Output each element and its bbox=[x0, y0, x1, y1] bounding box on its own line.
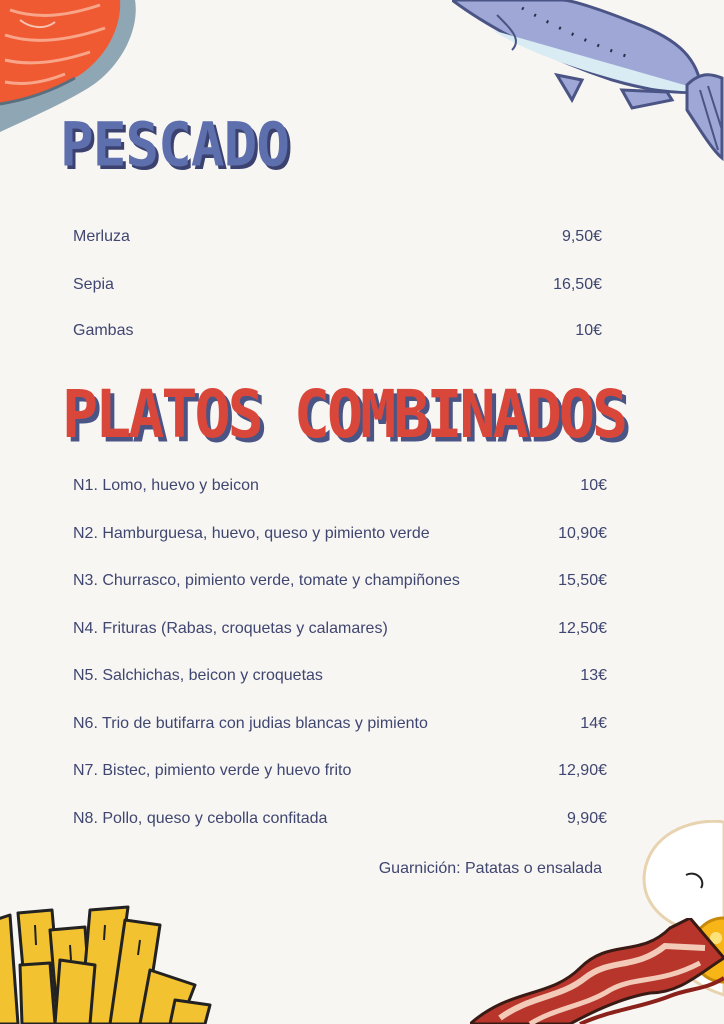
menu-item-price: 10€ bbox=[575, 322, 602, 339]
menu-item-name: N3. Churrasco, pimiento verde, tomate y champiñones bbox=[73, 572, 460, 589]
menu-item-price: 14€ bbox=[580, 715, 607, 732]
menu-item-name: N4. Frituras (Rabas, croquetas y calamares) bbox=[73, 620, 388, 637]
bacon-icon bbox=[470, 918, 724, 1024]
fries-icon bbox=[0, 905, 215, 1024]
menu-item-name: N6. Trio de butifarra con judias blancas y pimiento bbox=[73, 715, 428, 732]
menu-item-name: Gambas bbox=[73, 322, 134, 339]
menu-item-name: N5. Salchichas, beicon y croquetas bbox=[73, 667, 323, 684]
menu-item-price: 12,50€ bbox=[558, 620, 607, 637]
menu-item-price: 13€ bbox=[580, 667, 607, 684]
menu-item-name: N7. Bistec, pimiento verde y huevo frito bbox=[73, 762, 352, 779]
menu-item-price: 9,90€ bbox=[566, 810, 607, 827]
fish-icon bbox=[452, 0, 724, 165]
section-title-pescado: PESCADO bbox=[60, 110, 290, 181]
menu-item-price: 9,50€ bbox=[561, 228, 602, 245]
side-dish-note: Guarnición: Patatas o ensalada bbox=[378, 860, 602, 877]
menu-item-name: Sepia bbox=[73, 276, 114, 293]
menu-item-price: 10,90€ bbox=[558, 525, 607, 542]
menu-item-name: N8. Pollo, queso y cebolla confitada bbox=[73, 810, 328, 827]
menu-item-name: N1. Lomo, huevo y beicon bbox=[73, 477, 259, 494]
menu-item-price: 12,90€ bbox=[558, 762, 607, 779]
menu-item-name: Merluza bbox=[73, 228, 130, 245]
menu-item-price: 16,50€ bbox=[553, 276, 602, 293]
section-title-platos-combinados: PLATOS COMBINADOS bbox=[62, 376, 626, 454]
menu-item-price: 10€ bbox=[580, 477, 607, 494]
menu-item-name: N2. Hamburguesa, huevo, queso y pimiento verde bbox=[73, 525, 430, 542]
menu-item-price: 15,50€ bbox=[558, 572, 607, 589]
